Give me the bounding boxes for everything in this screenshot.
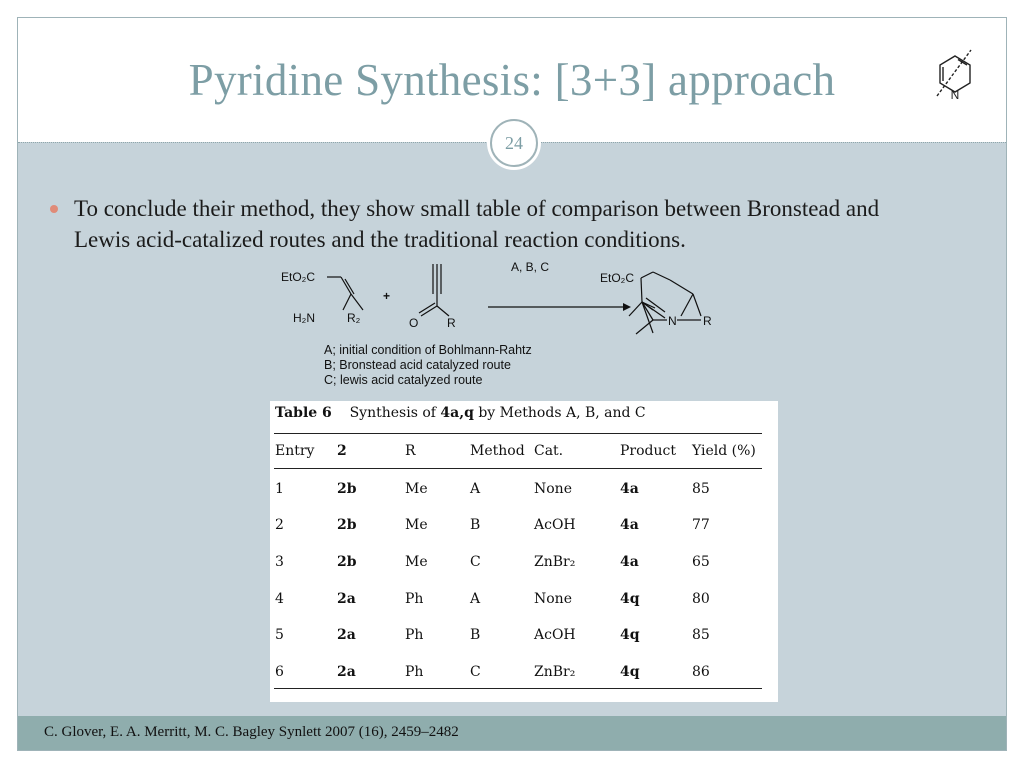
caption-post: by Methods A, B, and C [478, 405, 646, 421]
caption-bold: 4a,q [440, 405, 474, 421]
note-b: B; Bronstead acid catalyzed route [324, 358, 511, 372]
cell-r: Me [405, 481, 428, 497]
bullet-text: To conclude their method, they show small table of comparison between Bronstead and Lewis acid-catalized routes and the traditional reaction conditions. [74, 196, 880, 252]
header-2: 2 [337, 443, 347, 459]
table-row [270, 517, 778, 537]
arrow-conditions-label: A, B, C [511, 260, 550, 274]
reagent1-ester-label: EtO₂C [281, 270, 315, 284]
cell-cat: AcOH [534, 517, 576, 533]
cell-2: 2a [337, 664, 356, 680]
bullet-dot-icon [50, 205, 58, 213]
cell-product: 4q [620, 591, 640, 607]
reagent1-amine-label: H₂N [293, 311, 315, 325]
table-rule-bottom [274, 688, 762, 689]
pyridine-icon [931, 46, 979, 102]
cell-2: 2b [337, 517, 357, 533]
slide-number: 24 [490, 119, 538, 167]
slide-title: Pyridine Synthesis: [3+3] approach [188, 55, 836, 105]
cell-entry: 3 [275, 554, 284, 570]
table-rule-top [274, 433, 762, 434]
cell-r: Ph [405, 591, 424, 607]
table-rule-mid [274, 468, 762, 469]
reagent2-o-label: O [409, 316, 419, 330]
reagent2-r-label: R [447, 316, 456, 330]
cell-entry: 2 [275, 517, 284, 533]
note-a: A; initial condition of Bohlmann-Rahtz [324, 343, 532, 357]
table-row [270, 554, 778, 574]
cell-r: Ph [405, 664, 424, 680]
cell-yield: 85 [692, 481, 710, 497]
cell-product: 4q [620, 664, 640, 680]
cell-2: 2b [337, 481, 357, 497]
table-row [270, 627, 778, 647]
cell-yield: 65 [692, 554, 710, 570]
footer-citation: C. Glover, E. A. Merritt, M. C. Bagley Synlett 2007 (16), 2459–2482 [44, 724, 459, 740]
table-row [270, 481, 778, 501]
cell-entry: 6 [275, 664, 284, 680]
header-r: R [405, 443, 416, 459]
product-ester-label: EtO₂C [600, 271, 634, 285]
cell-yield: 77 [692, 517, 710, 533]
cell-product: 4a [620, 517, 639, 533]
pyridine-icon-n: N [950, 88, 960, 102]
cell-method: C [470, 554, 481, 570]
table-caption [275, 405, 646, 421]
cell-yield: 86 [692, 664, 710, 680]
cell-method: A [470, 591, 481, 607]
table-row [270, 591, 778, 611]
cell-2: 2a [337, 591, 356, 607]
header-cat: Cat. [534, 443, 564, 459]
cell-method: B [470, 517, 481, 533]
plus-sign: + [383, 289, 391, 303]
results-table [270, 401, 778, 702]
cell-method: B [470, 627, 481, 643]
product-n-label: N [668, 314, 677, 328]
cell-cat: None [534, 591, 572, 607]
cell-entry: 5 [275, 627, 284, 643]
cell-r: Me [405, 517, 428, 533]
cell-yield: 80 [692, 591, 710, 607]
cell-2: 2b [337, 554, 357, 570]
cell-entry: 1 [275, 481, 284, 497]
cell-2: 2a [337, 627, 356, 643]
cell-method: C [470, 664, 481, 680]
header-product: Product [620, 443, 676, 459]
table-header-row [270, 443, 778, 463]
cell-cat: ZnBr₂ [534, 664, 576, 680]
scheme-notes [324, 343, 532, 388]
cell-product: 4a [620, 554, 639, 570]
caption-pre: Synthesis of [349, 405, 436, 421]
cell-yield: 85 [692, 627, 710, 643]
note-c: C; lewis acid catalyzed route [324, 373, 483, 387]
header-yield: Yield (%) [692, 443, 756, 459]
product-r-label: R [703, 314, 712, 328]
table-label: Table 6 [275, 405, 332, 421]
cell-r: Ph [405, 627, 424, 643]
header-method: Method [470, 443, 525, 459]
table-row [270, 664, 778, 684]
reagent1-r-label: R₂ [347, 311, 361, 325]
cell-r: Me [405, 554, 428, 570]
header-entry: Entry [275, 443, 315, 459]
cell-product: 4a [620, 481, 639, 497]
slide-frame [17, 17, 1007, 751]
cell-cat: AcOH [534, 627, 576, 643]
footer-bar [18, 716, 1006, 750]
cell-cat: None [534, 481, 572, 497]
cell-method: A [470, 481, 481, 497]
cell-cat: ZnBr₂ [534, 554, 576, 570]
cell-entry: 4 [275, 591, 284, 607]
cell-product: 4q [620, 627, 640, 643]
